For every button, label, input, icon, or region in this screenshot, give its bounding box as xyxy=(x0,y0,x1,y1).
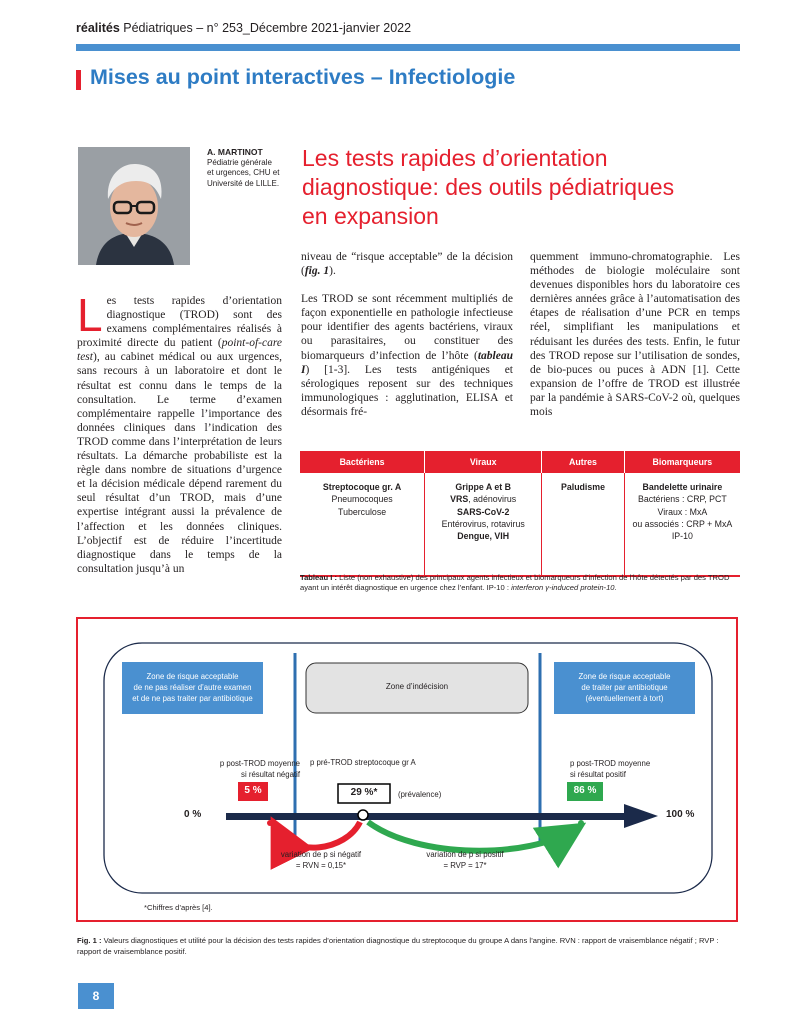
page-number: 8 xyxy=(78,983,114,1009)
affiliation-line: Pédiatrie générale xyxy=(207,158,272,167)
article-title xyxy=(302,144,742,231)
table-row xyxy=(300,473,740,576)
post-neg-value: 5 % xyxy=(244,785,262,796)
axis-max-label: 100 % xyxy=(666,809,695,820)
variation-positive-label xyxy=(400,849,530,871)
table-caption-end: . xyxy=(614,583,617,593)
zone-middle-label: Zone d’indécision xyxy=(385,682,449,691)
body-column-left xyxy=(77,289,282,576)
post-pos-label-line: p post-TROD moyenne xyxy=(570,759,651,768)
section-marker xyxy=(76,70,81,90)
figure-1 xyxy=(76,617,738,922)
table-caption xyxy=(300,573,740,594)
author-name: A. MARTINOT xyxy=(207,147,263,157)
affiliation-line: Université de LILLE. xyxy=(207,178,280,188)
pre-probability-marker xyxy=(358,810,368,820)
probability-axis xyxy=(226,813,626,820)
article-title-line: Les tests rapides d’orientation xyxy=(302,145,608,171)
text-run: ) [1-3]. Les tests antigéniques et sérologiques reposent sur des techniques immunologiques : agglutination, ELISA et désormais fré- xyxy=(301,363,513,418)
body-paragraph xyxy=(301,292,513,419)
journal-name: réalités xyxy=(76,21,120,35)
table-header-cell: Bactériens xyxy=(300,451,425,473)
body-paragraph xyxy=(301,250,513,278)
zone-left-line: de ne pas réaliser d’autre examen xyxy=(133,683,252,692)
figure-footnote: *Chiffres d’après [4]. xyxy=(144,903,213,912)
pre-label: p pré-TROD streptocoque gr A xyxy=(310,758,416,767)
table-cell-line: ou associés : CRP + MxA xyxy=(632,518,733,529)
text-run: point-of-care test xyxy=(77,337,282,364)
axis-min-label: 0 % xyxy=(184,809,202,820)
journal-header xyxy=(76,21,411,35)
body-text xyxy=(77,289,282,575)
table-header-row xyxy=(300,451,740,473)
article-title-line: diagnostique: des outils pédiatriques xyxy=(302,174,675,200)
figure-caption-label: Fig. 1 : xyxy=(77,936,102,945)
table-cell-line: VRS, adénovirus xyxy=(450,494,517,505)
table-cell-line: Dengue, VIH xyxy=(457,531,510,542)
section-title: Mises au point interactives – Infectiologie xyxy=(90,65,516,89)
post-neg-label-line: p post-TROD moyenne xyxy=(219,759,300,768)
figure-caption-text: Valeurs diagnostiques et utilité pour la décision des tests rapides d’orientation diagnostique du streptocoque du groupe A dans l’angine. RVN : rapport de vraisemblance négatif ; RVP : rapport de vraisemblance positif. xyxy=(77,936,719,956)
variation-negative-line: = RVN = 0,15* xyxy=(295,861,347,870)
post-neg-marker xyxy=(267,820,273,826)
table-caption-italic: interferon γ-induced protein-10 xyxy=(511,583,615,593)
table-caption-text: Liste (non exhaustive) des principaux agents infectieux et biomarqueurs d’infection de l’hôte détectés par des TROD ayant un intérêt diagnostique en urgence chez l’enfant. IP-10 : xyxy=(300,573,730,593)
zone-right-line: de traiter par antibiotique xyxy=(581,683,668,692)
table-cell-line: Pneumocoques xyxy=(331,494,393,505)
text-run: es tests rapides d’orientation diagnostique (TROD) sont des examens complémentaires réalisés à proximité directe du patient ( xyxy=(77,295,282,350)
body-paragraph xyxy=(530,250,740,419)
positive-arrow xyxy=(368,822,576,851)
zone-left-line: Zone de risque acceptable xyxy=(146,672,239,681)
table-cell-bacteriens xyxy=(300,473,425,576)
author-photo xyxy=(78,147,190,265)
text-run: ), au cabinet médical ou aux urgences, sans recours à un laboratoire et dont le résultat est connu dans le temps de la consultation. Le terme d’examen complémentaire rappelle l’importance des données cliniques dans l’indication des TROD comme dans l’interprétation de leurs résultats. La démarche probabiliste est la règle dans nombre de situations d’urgence et la décision médicale dépend rarement du seul résultat d’un TROD, mais d’une expertise intégrant aussi la prévalence de l’affection et les données cliniques. L’objectif est de réduire l’incertitude diagnostique dans le temps de la consultation jusqu’à un xyxy=(77,351,282,575)
table-cell-line: Entérovirus, rotavirus xyxy=(441,518,525,529)
table-cell-viraux xyxy=(425,473,542,576)
post-neg-label xyxy=(176,758,300,780)
text-run: Les TROD se sont récemment multipliés de façon exponentielle en pathologie infectieuse pour identifier des agents bactériens, viraux ou parasitaires, ou constituer des biomarqueurs d’infection de l’hôte ( xyxy=(301,293,513,362)
pre-value: 29 %* xyxy=(350,787,378,798)
prevalence-label: (prévalence) xyxy=(398,790,442,799)
affiliation-line: et urgences, CHU et xyxy=(207,168,280,178)
variation-positive-line: variation de p si positif xyxy=(426,850,504,859)
table-cell-line: Paludisme xyxy=(560,482,605,492)
post-pos-label xyxy=(570,758,650,780)
zone-right-line: Zone de risque acceptable xyxy=(578,672,671,681)
zone-right-line: (éventuellement à tort) xyxy=(585,694,664,703)
text-run: ). xyxy=(329,265,336,278)
table-header-cell: Autres xyxy=(542,451,625,473)
table-1 xyxy=(300,451,740,577)
table-cell-autres xyxy=(542,473,625,576)
table-cell-line: Grippe A et B xyxy=(455,482,511,492)
table-cell-line: Streptocoque gr. A xyxy=(322,482,402,492)
table-cell-line: Viraux : MxA xyxy=(657,506,708,517)
post-neg-label-line: si résultat négatif xyxy=(241,770,300,779)
table-cell-line: Bandelette urinaire xyxy=(642,482,723,492)
body-column-right xyxy=(530,250,740,419)
table-cell-line: SARS-CoV-2 xyxy=(457,506,510,517)
text-run: quemment immuno-chromatographie. Les méthodes de biologie moléculaire sont devenues disponibles hors du laboratoire ces dernières années grâce à l’automatisation des étapes de réalisation d’une PCR en temps réel, simplifiant les manipulations et réduisant les durées des tests. Enfin, le futur des TROD repose sur l’utilisation de sondes, de bio-puces ou puces à ADN [1]. Cette expansion de l’offre de TROD est illustrée par la pandémie à SARS-CoV-2 où, quelques mois xyxy=(530,251,740,419)
article-title-line: en expansion xyxy=(302,203,439,229)
post-pos-label-line: si résultat positif xyxy=(570,770,626,779)
text-run: tableau I xyxy=(301,349,513,376)
table-cell-line: Tuberculose xyxy=(338,506,387,517)
figure-caption xyxy=(77,935,741,957)
zone-left-line: et de ne pas traiter par antibiotique xyxy=(132,694,253,703)
table-cell-line: IP-10 xyxy=(671,531,693,542)
table-header-cell: Biomarqueurs xyxy=(624,451,740,473)
table-cell-biomarqueurs xyxy=(624,473,740,576)
text-run: niveau de “risque acceptable” de la décision ( xyxy=(301,251,513,278)
variation-negative-label xyxy=(256,849,386,871)
zone-right-label xyxy=(554,671,695,704)
table-caption-label: Tableau I : xyxy=(300,573,337,582)
post-pos-value: 86 % xyxy=(573,785,597,796)
text-run: fig. 1 xyxy=(304,265,330,278)
axis-arrowhead xyxy=(624,804,658,828)
body-column-middle xyxy=(301,250,513,419)
table-header-cell: Viraux xyxy=(425,451,542,473)
variation-negative-line: variation de p si négatif xyxy=(280,850,362,859)
negative-arrow xyxy=(276,822,360,848)
header-rule xyxy=(76,44,740,51)
table-cell-line: Bactériens : CRP, PCT xyxy=(637,494,727,505)
zone-left-label xyxy=(122,671,263,704)
post-pos-marker xyxy=(578,820,584,826)
drop-cap: L xyxy=(77,289,103,341)
variation-positive-line: = RVP = 17* xyxy=(443,861,487,870)
journal-issue: Pédiatriques – n° 253_Décembre 2021-janvier 2022 xyxy=(119,21,412,35)
